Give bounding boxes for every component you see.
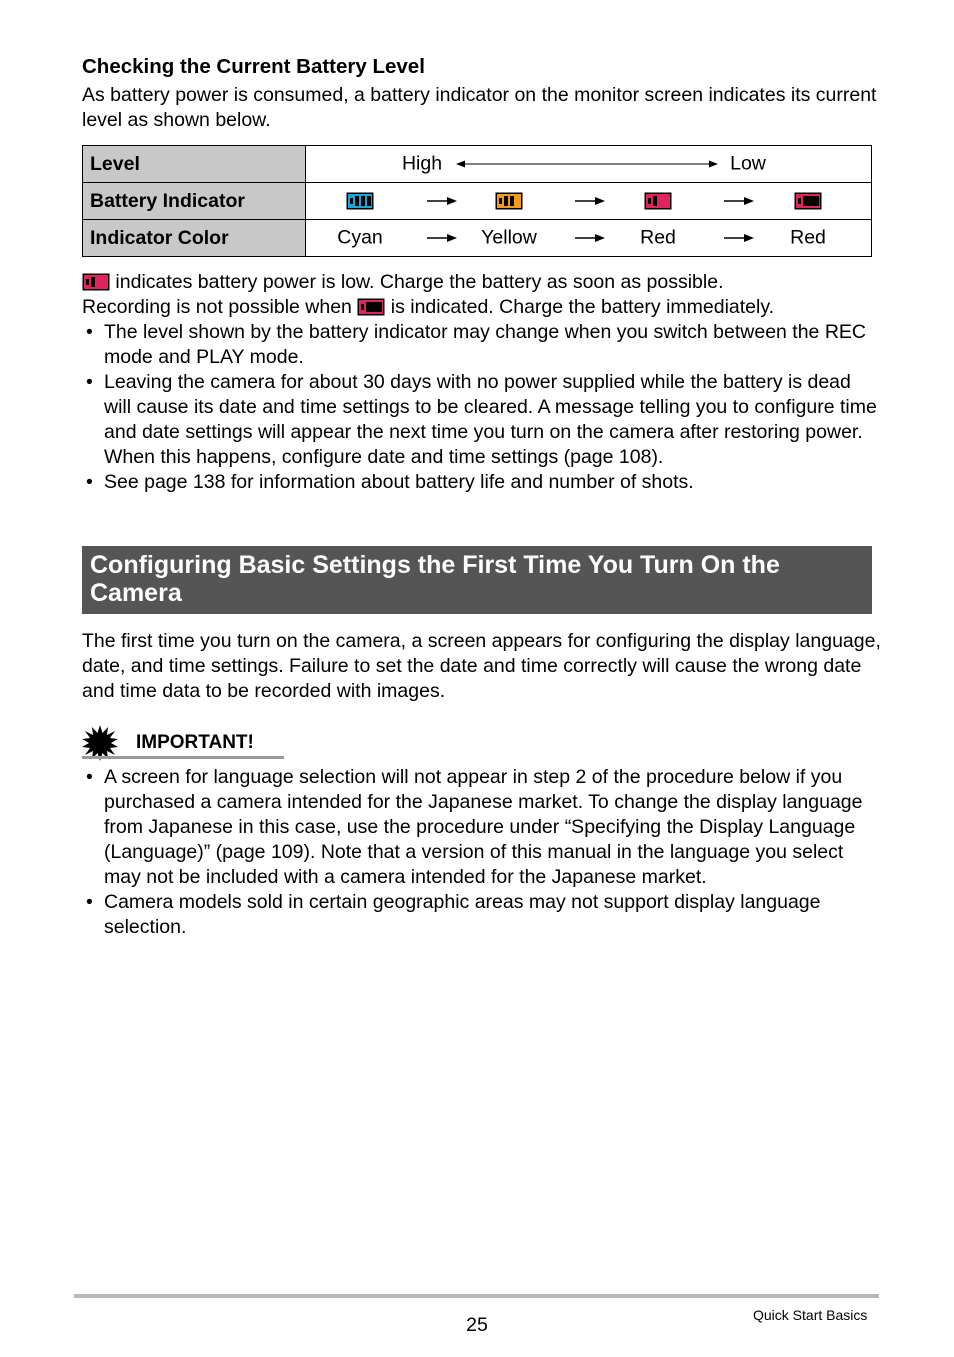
list-item-text: See page 138 for information about battery life and number of shots. — [104, 471, 694, 493]
list-item: • Leaving the camera for about 30 days with no power supplied while the battery is dead will cause its date and time settings to be cleared. A message telling you to configure time and date settings will appear the next time you turn on the camera after restoring power. When this happens, configure date and time settings (page 108). — [86, 371, 877, 468]
list-item: • A screen for language selection will not appear in step 2 of the procedure below if you purchased a camera intended for the Japanese market. To change the display language from Japanese in this case, use the procedure under “Specifying the Display Language (Language)” (page 109). Note that a version of this manual in the language you select may not be included with a camera intended for the Japanese market. — [86, 766, 863, 888]
arrow-right-icon — [427, 233, 457, 243]
table-row — [83, 183, 872, 220]
battery-empty-red-icon — [794, 192, 822, 210]
list-item-text: The level shown by the battery indicator may change when you switch between the REC mode and PLAY mode. — [104, 321, 866, 368]
arrow-right-icon — [724, 233, 754, 243]
footer-section-name: Quick Start Basics — [753, 1307, 868, 1323]
color-value: Red — [640, 226, 676, 249]
important-notes — [82, 765, 882, 940]
list-item-text: A screen for language selection will not appear in step 2 of the procedure below if you purchased a camera intended for the Japanese market. To change the display language from Japanese in this case, use the procedure under “Specifying the Display Language (Language)” (page 109). Note that a version of this manual in the language you select may not be included with a camera intended for the Japanese market. — [104, 766, 863, 888]
low-battery-note — [82, 270, 882, 295]
list-item: • See page 138 for information about battery life and number of shots. — [86, 471, 694, 493]
section-heading: Checking the Current Battery Level — [82, 55, 425, 78]
level-high: High — [401, 152, 443, 175]
arrow-right-icon — [575, 233, 605, 243]
footer-rule — [74, 1294, 879, 1298]
row-header-battery-indicator: Battery Indicator — [83, 183, 306, 220]
important-underline — [82, 756, 284, 759]
battery-half-yellow-icon — [495, 192, 523, 210]
color-value: Yellow — [481, 226, 537, 249]
list-item-text: Camera models sold in certain geographic areas may not support display language selection. — [104, 891, 821, 938]
important-heading — [82, 725, 284, 759]
intro-paragraph: As battery power is consumed, a battery indicator on the monitor screen indicates its current level as shown below. — [82, 84, 877, 131]
battery-notes — [82, 270, 882, 495]
level-cell — [306, 146, 872, 183]
battery-low-red-icon — [82, 273, 110, 291]
important-label: IMPORTANT! — [136, 732, 254, 753]
battery-empty-red-icon — [357, 298, 385, 316]
color-cell — [306, 220, 872, 257]
color-value: Cyan — [337, 226, 383, 249]
section-paragraph: The first time you turn on the camera, a screen appears for configuring the display language, date, and time settings. Failure to set the date and time correctly will cause the wrong date and time data to be recorded with images. — [82, 630, 881, 702]
row-header-level: Level — [83, 146, 306, 183]
rec-note-text-a: Recording is not possible when — [82, 296, 352, 318]
table-row — [83, 220, 872, 257]
empty-battery-note — [82, 295, 882, 320]
arrow-right-icon — [427, 196, 457, 206]
list-item-text: Leaving the camera for about 30 days with no power supplied while the battery is dead will cause its date and time settings to be cleared. A message telling you to configure time and date settings will appear the next time you turn on the camera after restoring power. When this happens, configure date and time settings (page 108). — [104, 371, 877, 468]
arrow-right-icon — [724, 196, 754, 206]
row-header-indicator-color: Indicator Color — [83, 220, 306, 257]
page-number: 25 — [466, 1314, 488, 1336]
level-low: Low — [730, 152, 766, 175]
section-banner: Configuring Basic Settings the First Time You Turn On the Camera — [82, 546, 872, 614]
list-item: • Camera models sold in certain geographic areas may not support display language selection. — [86, 891, 821, 938]
battery-full-cyan-icon — [346, 192, 374, 210]
arrow-right-icon — [575, 196, 605, 206]
table-row — [83, 146, 872, 183]
important-list — [82, 765, 882, 940]
rec-note-text-b: is indicated. Charge the battery immediately. — [390, 296, 775, 318]
indicator-cell — [306, 183, 872, 220]
battery-notes-list — [82, 320, 882, 495]
battery-low-red-icon — [644, 192, 672, 210]
color-value: Red — [790, 226, 826, 249]
list-item: • The level shown by the battery indicator may change when you switch between the REC mode and PLAY mode. — [86, 321, 866, 368]
battery-level-table — [82, 145, 872, 257]
double-arrow-icon — [456, 159, 718, 169]
low-note-text: indicates battery power is low. Charge the battery as soon as possible. — [115, 271, 724, 293]
